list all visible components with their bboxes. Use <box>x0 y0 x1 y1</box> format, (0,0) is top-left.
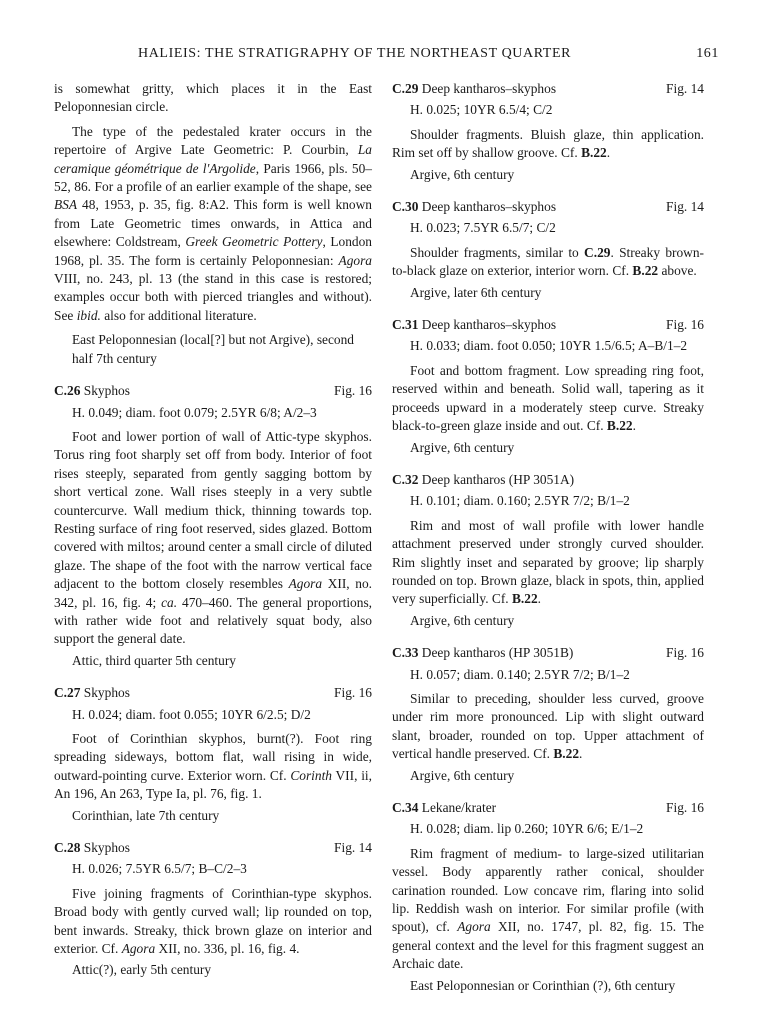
entry-description <box>392 126 704 163</box>
measurements: H. 0.049; diam. foot 0.079; 2.5YR 6/8; A/2–3 <box>72 404 317 420</box>
text-run: Foot and bottom fragment. Low spreading ring foot, reserved within and beneath. Solid wall, tapering as it proceeds upward in a moderately steep curve. Streaky black-to-green glaze inside and out. Cf. <box>392 362 704 434</box>
attribution: Corinthian, late 7th century <box>72 807 220 823</box>
text-run: Foot of Corinthian skyphos, burnt(?). Foot ring spreading sideways, bottom flat, wall rising in wide, outward-pointing curve. Exterior worn. Cf. <box>54 731 372 783</box>
text-run: XII, no. 336, pl. 16, fig. 4. <box>155 941 300 957</box>
left-column <box>54 80 372 984</box>
entry-heading <box>54 839 372 857</box>
entry-description <box>54 730 372 804</box>
entry-name: Skyphos <box>83 685 130 701</box>
attribution: Argive, 6th century <box>410 166 515 182</box>
entry-title <box>392 198 556 216</box>
italic-title: Agora <box>338 252 372 268</box>
entry-name: Deep kantharos–skyphos <box>421 81 557 96</box>
entry-description <box>392 517 704 609</box>
text-run: , Paris 1966, pls. 50–52, 86. For a profile of an earlier example of the shape, see <box>54 160 372 195</box>
cross-reference: B.22 <box>632 263 659 279</box>
entry-id: C.27 <box>54 685 81 701</box>
running-header <box>90 46 719 66</box>
entry-name: Deep kantharos–skyphos <box>421 317 557 333</box>
entry-title <box>54 684 130 702</box>
text-run: . <box>632 418 636 434</box>
figure-ref: Fig. 14 <box>666 199 704 215</box>
measurements: H. 0.024; diam. foot 0.055; 10YR 6/2.5; D/2 <box>72 706 311 722</box>
text-run: XII, no. 1747, pl. 82, fig. 15. The general context and the level for this fragment suggest an Archaic date. <box>392 919 704 972</box>
measurements: H. 0.026; 7.5YR 6.5/7; B–C/2–3 <box>72 861 247 877</box>
text-run: 470–460. The general proportions, with rather wide foot and relatively squat body, also support the general date. <box>54 594 373 647</box>
figure-ref: Fig. 16 <box>666 645 704 661</box>
catalog-entry-c33 <box>392 644 704 785</box>
text-run: . Streaky brown-to-black glaze on exterior, interior worn. Cf. <box>392 244 704 279</box>
italic-title: La ceramique géométrique de l'Argolide <box>54 142 372 176</box>
entry-id: C.28 <box>54 840 81 856</box>
text-run: Shoulder fragments. Bluish glaze, thin application. Rim set off by shallow groove. Cf. <box>392 126 704 161</box>
cross-reference: B.22 <box>553 746 580 762</box>
text-run: 48, 1953, p. 35, fig. 8:A2. This form is well known from Late Geometric times onwards, in Attica and elsewhere: Coldstream, <box>54 197 372 250</box>
entry-name: Skyphos <box>83 840 130 856</box>
attribution: Argive, later 6th century <box>410 284 542 300</box>
text-run: Five joining fragments of Corinthian-type skyphos. Broad body with gently curved wall; lip rounded on top, bent inwards. Streaky, thick brown glaze on interior and exterior. Cf. <box>54 885 372 957</box>
entry-heading <box>54 684 372 702</box>
text-run: . <box>579 746 583 762</box>
entry-description <box>392 690 704 764</box>
measurements: H. 0.057; diam. 0.140; 2.5YR 7/2; B/1–2 <box>410 666 630 682</box>
entry-description <box>392 845 704 974</box>
text-run: above. <box>658 263 697 279</box>
figure-ref: Fig. 16 <box>666 317 704 333</box>
entry-description <box>54 428 372 649</box>
entry-name: Skyphos <box>83 383 130 399</box>
intro-paragraph: is somewhat gritty, which places it in the East Peloponnesian circle. <box>54 81 372 115</box>
running-title: HALIEIS: THE STRATIGRAPHY OF THE NORTHEAST QUARTER <box>138 46 572 61</box>
figure-ref: Fig. 16 <box>334 685 372 701</box>
cross-reference: C.29 <box>584 244 611 260</box>
figure-ref: Fig. 14 <box>334 840 372 856</box>
figure-ref: Fig. 14 <box>666 81 704 96</box>
entry-heading <box>54 382 372 400</box>
entry-title <box>54 382 130 400</box>
measurements: H. 0.033; diam. foot 0.050; 10YR 1.5/6.5; A–B/1–2 <box>410 338 688 354</box>
entry-id: C.31 <box>392 317 419 333</box>
entry-title <box>392 644 573 662</box>
entry-name: Deep kantharos–skyphos <box>421 199 557 215</box>
figure-ref: Fig. 16 <box>334 383 372 399</box>
catalog-entry-c32 <box>392 471 704 630</box>
entry-heading <box>392 644 704 662</box>
entry-heading <box>392 316 704 334</box>
catalog-entry-c27 <box>54 684 372 825</box>
entry-description <box>392 362 704 436</box>
entry-name: Lekane/krater <box>421 800 497 815</box>
catalog-entry-c30 <box>392 198 704 302</box>
attribution: East Peloponnesian or Corinthian (?), 6th century <box>410 977 676 993</box>
text-run: The type of the pedestaled krater occurs in the repertoire of Argive Late Geometric: P. Courbin, <box>54 123 372 158</box>
measurements: H. 0.025; 10YR 6.5/4; C/2 <box>410 102 553 118</box>
entry-title <box>392 316 556 334</box>
attribution: Argive, 6th century <box>410 612 515 628</box>
text-run: also for additional literature. <box>100 307 257 323</box>
italic-title: ibid. <box>76 307 101 323</box>
entry-heading <box>392 80 704 98</box>
italic-title: Agora <box>288 576 323 592</box>
catalog-entry-c31 <box>392 316 704 457</box>
entry-id: C.33 <box>392 645 419 661</box>
attribution: Argive, 6th century <box>410 767 515 783</box>
text-run: , London 1968, pl. 35. The form is certainly Peloponnesian: <box>54 234 373 268</box>
entry-name: Deep kantharos (HP 3051A) <box>421 471 575 487</box>
italic-title: Agora <box>121 941 156 957</box>
text-run: Foot and lower portion of wall of Attic-type skyphos. Torus ring foot sharply set off from body. Interior of foot rises steeply, separated from gently sagging bottom by short vertical zone. Wall rises steeply in a very subtle countercurve. Wall medium thick, thinning towards top. Resting surface of ring foot reserved, sides glazed. Bottom covered with miltos; around center a small circle of diluted glaze. The shape of the foot with the narrow vertical face adjacent to the bottom closely resembles <box>54 428 372 592</box>
entry-title <box>54 839 130 857</box>
text-run: Rim fragment of medium- to large-sized utilitarian vessel. Body apparently rather conical, shoulder carination rounded. Low concave rim, flaring into solid lip. Reddish wash on interior. For similar profile (with spout), cf. <box>392 845 704 935</box>
text-run: Rim and most of wall profile with lower handle attachment preserved under strongly curved shoulder. Rim slightly inset and separated by groove; lip sharply rounded on top. Brown glaze, black in spots, thin, applied very superficially. Cf. <box>392 517 704 607</box>
krater-discussion-paragraph <box>54 123 372 325</box>
entry-description <box>392 244 704 281</box>
entry-id: C.30 <box>392 199 419 215</box>
measurements: H. 0.023; 7.5YR 6.5/7; C/2 <box>410 220 556 236</box>
italic-title: Corinth <box>290 767 332 783</box>
catalog-entry-c29 <box>392 80 704 184</box>
entry-id: C.34 <box>392 800 419 815</box>
right-column <box>392 80 704 999</box>
figure-ref: Fig. 16 <box>666 800 704 815</box>
cross-reference: B.22 <box>606 418 633 434</box>
text-run: VII, ii, An 196, An 263, Type Ia, pl. 76, fig. 1. <box>54 767 372 802</box>
cross-reference: B.22 <box>511 591 538 607</box>
catalog-entry-c34 <box>392 799 704 995</box>
attribution: Attic, third quarter 5th century <box>72 652 236 668</box>
text-run: . <box>606 145 611 161</box>
measurements: H. 0.101; diam. 0.160; 2.5YR 7/2; B/1–2 <box>410 493 630 509</box>
attribution: Attic(?), early 5th century <box>72 962 212 978</box>
entry-name: Deep kantharos (HP 3051B) <box>421 645 574 661</box>
entry-title <box>392 471 574 489</box>
attribution: Argive, 6th century <box>410 439 515 455</box>
entry-title <box>392 80 556 98</box>
page-number: 161 <box>696 46 719 61</box>
measurements: H. 0.028; diam. lip 0.260; 10YR 6/6; E/1–2 <box>410 821 644 837</box>
text-run: XII, no. 342, pl. 16, fig. 4; <box>54 576 372 610</box>
entry-id: C.32 <box>392 471 419 487</box>
text-run: Shoulder fragments, similar to <box>410 244 585 260</box>
entry-id: C.29 <box>392 81 419 96</box>
entry-id: C.26 <box>54 383 81 399</box>
catalog-entry-c28 <box>54 839 372 980</box>
entry-heading <box>392 198 704 216</box>
attribution: East Peloponnesian (local[?] but not Argive), second half 7th century <box>72 332 355 366</box>
text-run: . <box>537 591 542 607</box>
catalog-entry-c26 <box>54 382 372 670</box>
entry-title <box>392 799 496 817</box>
entry-heading <box>392 799 704 817</box>
entry-description <box>54 885 372 959</box>
text-run: VIII, no. 243, pl. 13 (the stand in this case is restored; examples occur both with pierced triangles and without). See <box>54 271 372 323</box>
italic-title: Greek Geometric Pottery <box>185 234 323 250</box>
entry-heading <box>392 471 704 489</box>
cross-reference: B.22 <box>581 145 607 161</box>
italic-title: Agora <box>457 919 491 935</box>
text-run: Similar to preceding, shoulder less curved, groove under rim more pronounced. Lip with slight outward slant, broader, rounded on top. Upper attachment of vertical handle preserved. Cf. <box>392 690 704 762</box>
italic-title: BSA <box>54 197 78 213</box>
italic-title: ca. <box>161 594 178 610</box>
